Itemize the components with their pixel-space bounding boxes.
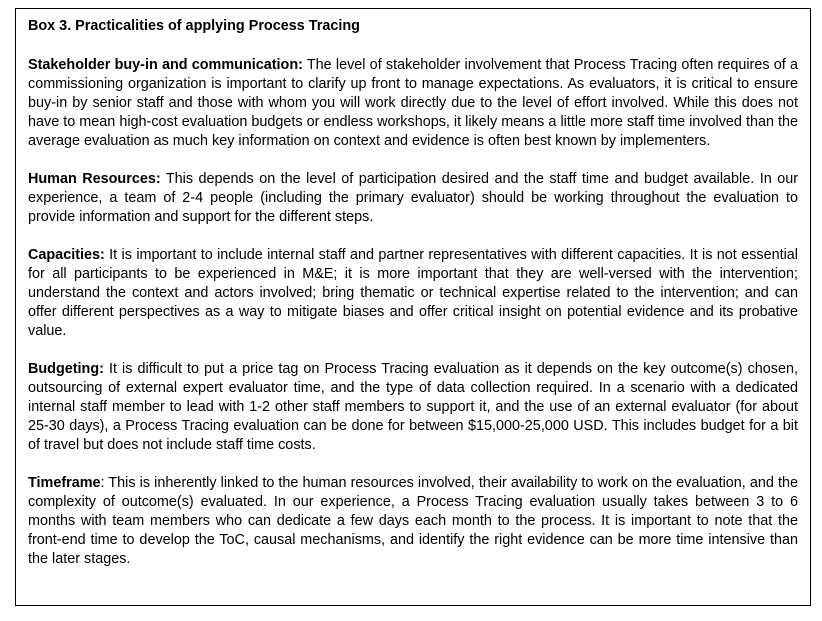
box-title: Box 3. Practicalities of applying Process Tracing [28, 18, 360, 34]
section-budgeting [28, 360, 798, 455]
section-body: It is important to include internal staff and partner representatives with different capacities. It is not essential for all participants to be experienced in M&E; it is more important that they are well-versed with the intervention; understand the context and actors involved; bring thematic or technical expertise related to the intervention; and can offer different perspectives as a way to mitigate biases and offer critical insight on potential evidence and its probative value. [28, 247, 798, 339]
section-capacities [28, 246, 798, 341]
text-box [15, 8, 811, 606]
section-body: This depends on the level of participation desired and the staff time and budget available. In our experience, a team of 2-4 people (including the primary evaluator) should be working throughout the evaluation to provide information and support for the different steps. [28, 171, 799, 225]
section-body: : This is inherently linked to the human resources involved, their availability to work on the evaluation, and the complexity of outcome(s) evaluated. In our experience, a Process Tracing evaluation usually takes between 3 to 6 months with team members who can dedicate a few days each month to the process. It is important to note that the front-end time to develop the ToC, causal mechanisms, and identify the right evidence can be more time intensive than the later stages. [28, 475, 798, 567]
section-heading: Human Resources: [28, 171, 161, 187]
section-heading: Timeframe [28, 475, 101, 491]
section-heading: Capacities: [28, 247, 105, 263]
section-heading: Budgeting: [28, 361, 104, 377]
section-heading: Stakeholder buy-in and communication: [28, 57, 303, 73]
section-timeframe [28, 474, 798, 569]
section-body: It is difficult to put a price tag on Process Tracing evaluation as it depends on the key outcome(s) chosen, outsourcing of external expert evaluator time, and the type of data collection required. In a scenario with a dedicated internal staff member to lead with 1-2 other staff members to support it, and the use of an external evaluator (for about 25-30 days), a Process Tracing evaluation can be done for between $15,000-25,000 USD. This includes budget for a bit of travel but does not include staff time costs. [28, 361, 798, 453]
section-stakeholder [28, 56, 798, 151]
section-human-resources [28, 170, 798, 227]
section-body: The level of stakeholder involvement that Process Tracing often requires of a commissioning organization is important to clarify up front to manage expectations. As evaluators, it is critical to ensure buy-in by senior staff and those with whom you will work directly due to the level of effort involved. While this does not have to mean high-cost evaluation budgets or endless workshops, it likely means a little more staff time involved than the average evaluation as much key information on context and evidence is often best known by implementers. [28, 57, 798, 149]
